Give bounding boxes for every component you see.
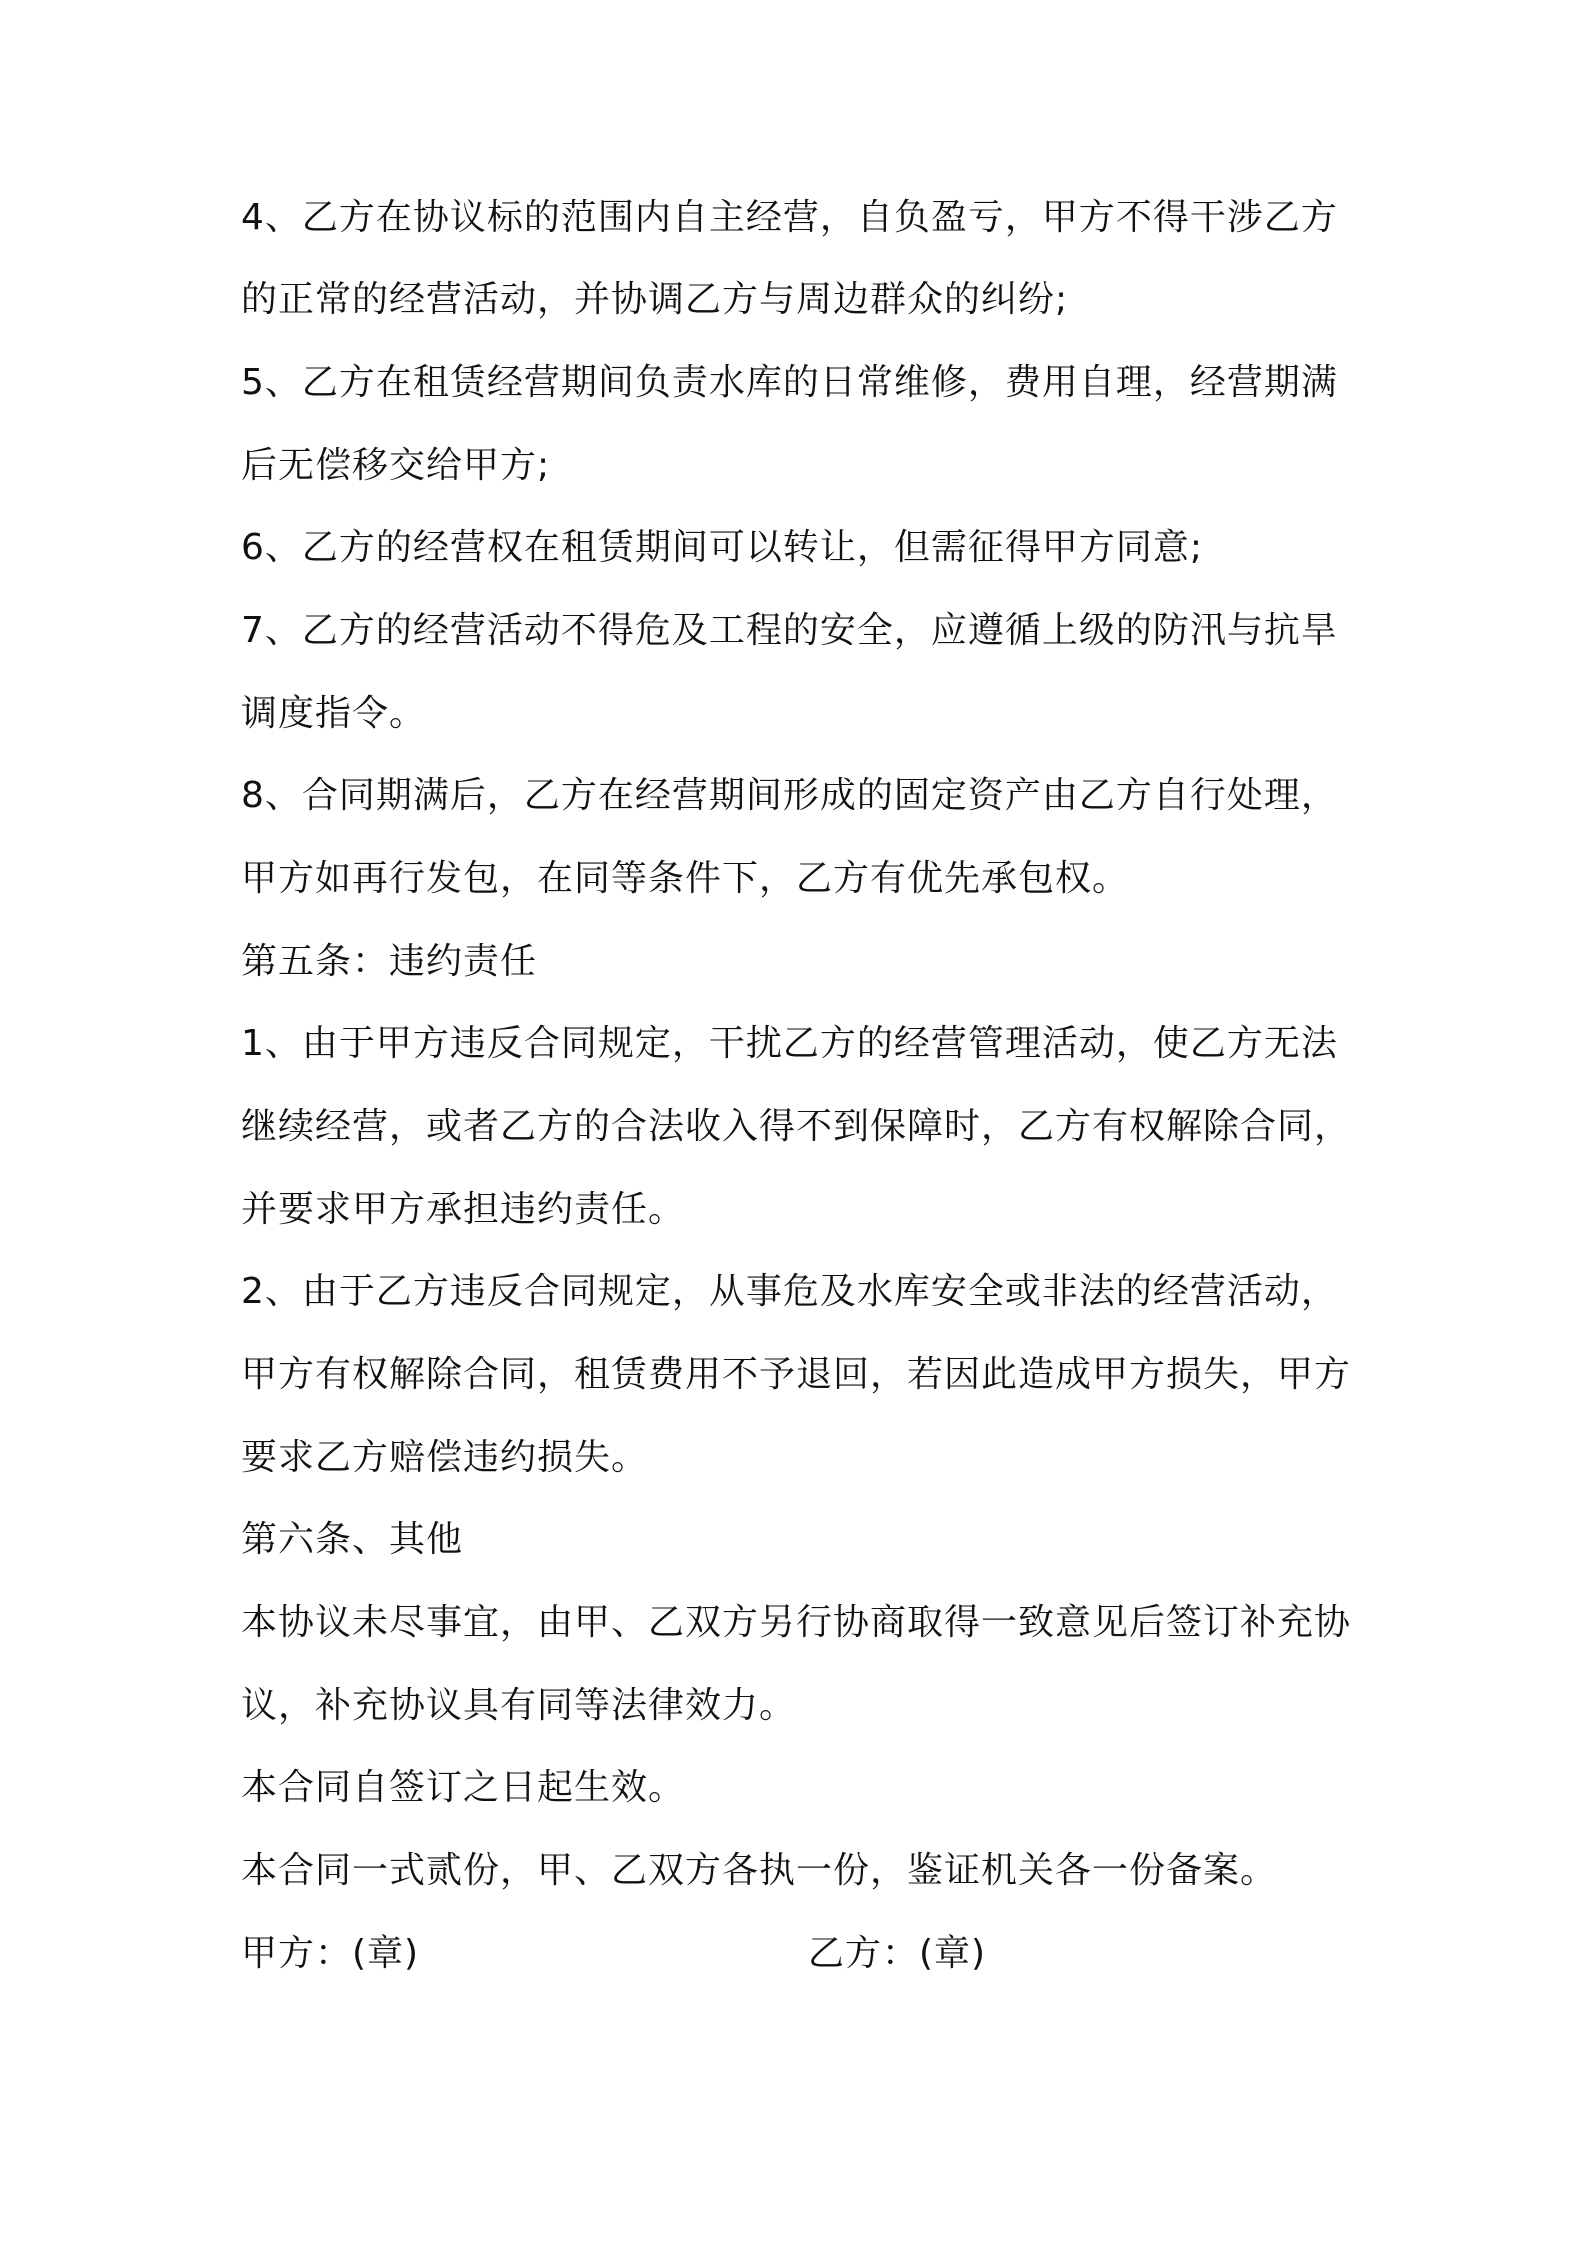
article-5-item-1-line-2: 继续经营，或者乙方的合法收入得不到保障时，乙方有权解除合同，: [241, 1106, 1352, 1147]
article-5-heading: 第五条：违约责任: [241, 941, 538, 982]
clause-7-line-2: 调度指令。: [241, 693, 427, 734]
article-5-item-2-line-3: 要求乙方赔偿违约损失。: [241, 1437, 649, 1478]
article-6-heading: 第六条、其他: [241, 1519, 464, 1560]
clause-7-line-1: 7、乙方的经营活动不得危及工程的安全，应遵循上级的防汛与抗旱: [241, 610, 1338, 651]
article-5-item-1-line-1: 1、由于甲方违反合同规定，干扰乙方的经营管理活动，使乙方无法: [241, 1023, 1338, 1064]
clause-8-line-2: 甲方如再行发包，在同等条件下，乙方有优先承包权。: [241, 858, 1130, 899]
party-a-signature: 甲方：(章): [241, 1933, 420, 1974]
clause-6-line-1: 6、乙方的经营权在租赁期间可以转让，但需征得甲方同意;: [241, 527, 1204, 568]
article-6-para-1-line-1: 本协议未尽事宜，由甲、乙双方另行协商取得一致意见后签订补充协: [241, 1602, 1352, 1643]
clause-8-line-1: 8、合同期满后，乙方在经营期间形成的固定资产由乙方自行处理，: [241, 775, 1338, 816]
clause-4-line-1: 4、乙方在协议标的范围内自主经营，自负盈亏，甲方不得干涉乙方: [241, 197, 1338, 238]
copies-clause: 本合同一式贰份，甲、乙双方各执一份，鉴证机关各一份备案。: [241, 1850, 1278, 1891]
party-b-signature: 乙方：(章): [808, 1933, 987, 1974]
clause-4-line-2: 的正常的经营活动，并协调乙方与周边群众的纠纷;: [241, 279, 1069, 320]
article-5-item-2-line-1: 2、由于乙方违反合同规定，从事危及水库安全或非法的经营活动，: [241, 1271, 1338, 1312]
article-5-item-1-line-3: 并要求甲方承担违约责任。: [241, 1189, 686, 1230]
article-5-item-2-line-2: 甲方有权解除合同，租赁费用不予退回，若因此造成甲方损失，甲方: [241, 1354, 1352, 1395]
article-6-para-1-line-2: 议，补充协议具有同等法律效力。: [241, 1685, 797, 1726]
clause-5-line-2: 后无偿移交给甲方;: [241, 445, 551, 486]
clause-5-line-1: 5、乙方在租赁经营期间负责水库的日常维修，费用自理，经营期满: [241, 362, 1338, 403]
effective-clause: 本合同自签订之日起生效。: [241, 1767, 686, 1808]
